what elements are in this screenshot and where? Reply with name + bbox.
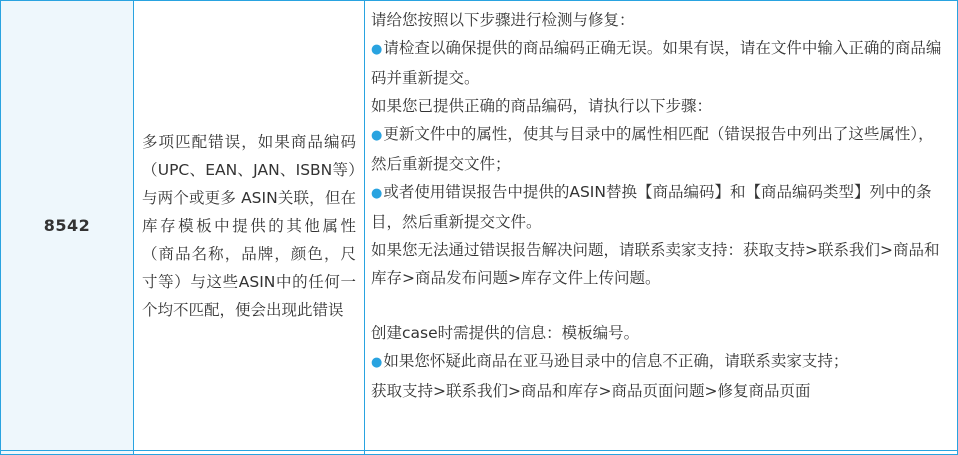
solution-support-path: 获取支持>联系我们>商品和库存>商品页面问题>修复商品页面 — [371, 382, 811, 400]
solution-text — [365, 1, 957, 405]
solution-cell — [365, 1, 958, 451]
solution-intro: 请给您按照以下步骤进行检测与修复： — [371, 11, 635, 29]
error-description: 多项匹配错误，如果商品编码（UPC、EAN、JAN、ISBN等）与两个或更多 ASIN关联，但在库存模板中提供的其他属性（商品名称，品牌，颜色，尺寸等）与这些ASIN中的任何一个均不匹配，便会出现此错误 — [142, 132, 356, 319]
description-cell — [134, 1, 365, 451]
solution-step-text: 更新文件中的属性，使其与目录中的属性相匹配（错误报告中列出了这些属性），然后重新提交文件； — [371, 125, 934, 173]
bullet-icon: ● — [371, 128, 383, 143]
bullet-icon: ● — [371, 355, 383, 370]
error-code-cell — [1, 1, 134, 451]
bullet-icon: ● — [371, 186, 383, 201]
solution-step-report-catalog — [371, 347, 949, 377]
solution-contact-support: 如果您无法通过错误报告解决问题，请联系卖家支持：获取支持>联系我们>商品和库存>商品发布问题>库存文件上传问题。 — [371, 241, 940, 287]
solution-case-info: 创建case时需提供的信息：模板编号。 — [371, 324, 640, 342]
solution-step-update-attributes — [371, 120, 949, 178]
solution-step-text: 或者使用错误报告中提供的ASIN替换【商品编码】和【商品编码类型】列中的条目，然后重新提交文件。 — [371, 183, 932, 231]
spacer — [371, 292, 949, 319]
bullet-icon: ● — [371, 42, 383, 57]
solution-step-check-code — [371, 34, 949, 92]
solution-step-replace-asin — [371, 178, 949, 236]
table-row — [1, 1, 958, 451]
solution-step-text: 如果您怀疑此商品在亚马逊目录中的信息不正确，请联系卖家支持； — [383, 352, 849, 370]
error-code: 8542 — [43, 216, 91, 235]
solution-step-text: 请检查以确保提供的商品编码正确无误。如果有误，请在文件中输入正确的商品编码并重新提交。 — [371, 39, 942, 87]
solution-intro-2: 如果您已提供正确的商品编码，请执行以下步骤： — [371, 97, 713, 115]
